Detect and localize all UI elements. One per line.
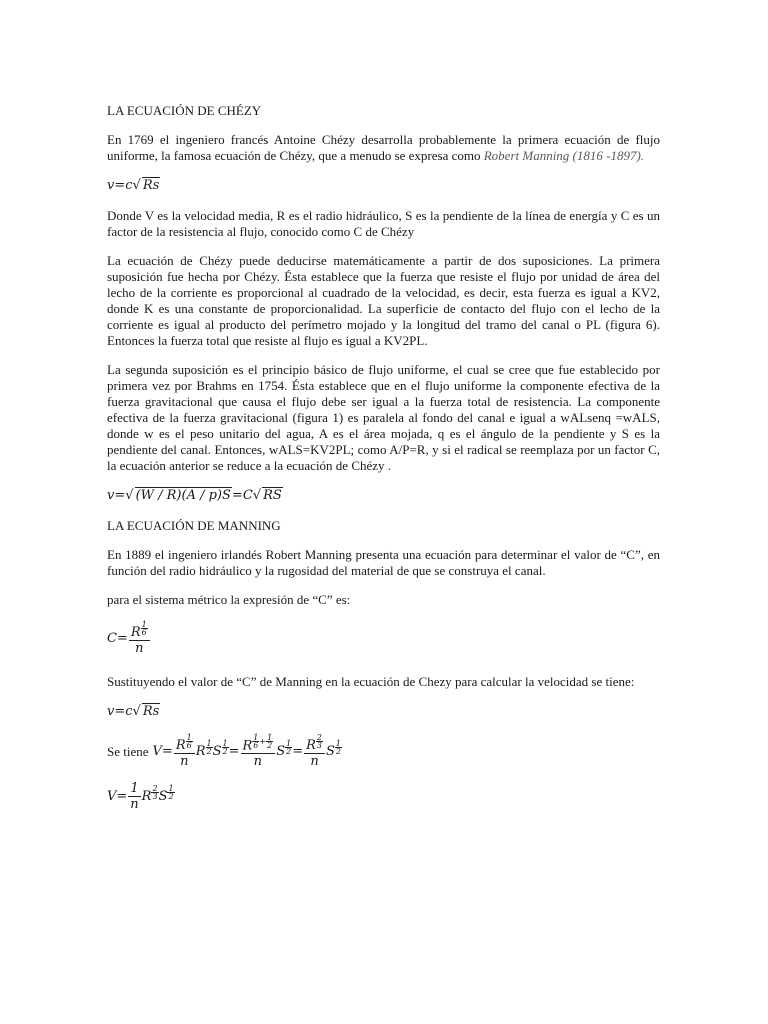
intro-citation: Robert Manning (1816 -1897). [483,148,645,163]
paragraph-first-assumption: La ecuación de Chézy puede deducirse matemáticamente a partir de dos suposiciones. La primera suposición fue hecha por Chézy. Ésta establece que la fuerza que resiste el flujo por unidad de área del lecho de la corriente es proporcional al cuadrado de la velocidad, es decir, esta fuerza es igual a KV2, donde K es una constante de proporcionalidad. La superficie de contacto del flujo con el lecho de la corriente es igual al producto del perímetro mojado y la longitud del tramo del canal o PL (figura 6). Entonces la fuerza total que resiste al flujo es igual a KV2PL. [107,253,660,348]
intro-text: En 1769 el ingeniero francés Antoine Chézy desarrolla probablemente la primera ecuación de flujo uniforme, la famosa ecuación de Chézy, que a menudo se expresa como [107,132,660,163]
heading-chezy: LA ECUACIÓN DE CHÉZY [107,103,262,118]
se-tiene-label: Se tiene [107,743,149,759]
equation-chezy-derived: v=√ (W / R)(A / p)S=C√ RS [107,488,282,503]
paragraph-substitution: Sustituyendo el valor de “C” de Manning en la ecuación de Chezy para calcular la velocidad se tiene: [107,674,635,689]
paragraph-manning-intro: En 1889 el ingeniero irlandés Robert Manning presenta una ecuación para determinar el valor de “C”, en función del radio hidráulico y la rugosidad del material de que se construya el canal. [107,547,660,578]
paragraph-second-assumption: La segunda suposición es el principio básico de flujo uniforme, el cual se cree que fue establecido por primera vez por Brahms en 1754. Ésta establece que en el flujo uniforme la componente efectiva de la fuerza gravitacional que causa el flujo debe ser igual a la fuerza total de resistencia. La componente efectiva de la fuerza gravitacional (figura 1) es paralela al fondo del canal e igual a wALsenq =wALS, donde w es el peso unitario del agua, A es el área mojada, q es el ángulo de la pendiente y S es la pendiente del canal. Entonces, wALS=KV2PL; como A/P=R, y si el radical se reemplaza por un factor C, la ecuación anterior se reduce a la ecuación de Chézy . [107,362,660,473]
heading-manning: LA ECUACIÓN DE MANNING [107,518,281,533]
paragraph-definitions: Donde V es la velocidad media, R es el radio hidráulico, S es la pendiente de la línea de energía y C es un factor de la resistencia al flujo, conocido como C de Chézy [107,208,660,239]
equation-chezy: v=c√ Rs [107,178,160,193]
equation-substituted: Se tiene V= R $\frac{1}{6}$ n R $\frac{1}{2}$ S $\frac{1}{2}$ = R $\frac{1}{6}$ + $\frac{1}{2}$ n S $\frac{1}{2}$ = R $\frac{2}{3}$ n S $\frac{1}{2}$ [107,733,341,770]
radical: Rs [142,178,160,193]
equation-manning-final: V= $\frac{1}{n}$ R $\frac{2}{3}$ S $\frac{1}{2}$ [107,781,174,813]
paragraph-metric: para el sistema métrico la expresión de “C” es: [107,592,351,607]
paragraph-intro [107,132,660,164]
document-page [107,103,660,826]
equation-manning-c: C= R $\frac{1}{6}$ n [107,621,660,656]
equation-chezy-repeat: v=c√ Rs [107,704,160,719]
